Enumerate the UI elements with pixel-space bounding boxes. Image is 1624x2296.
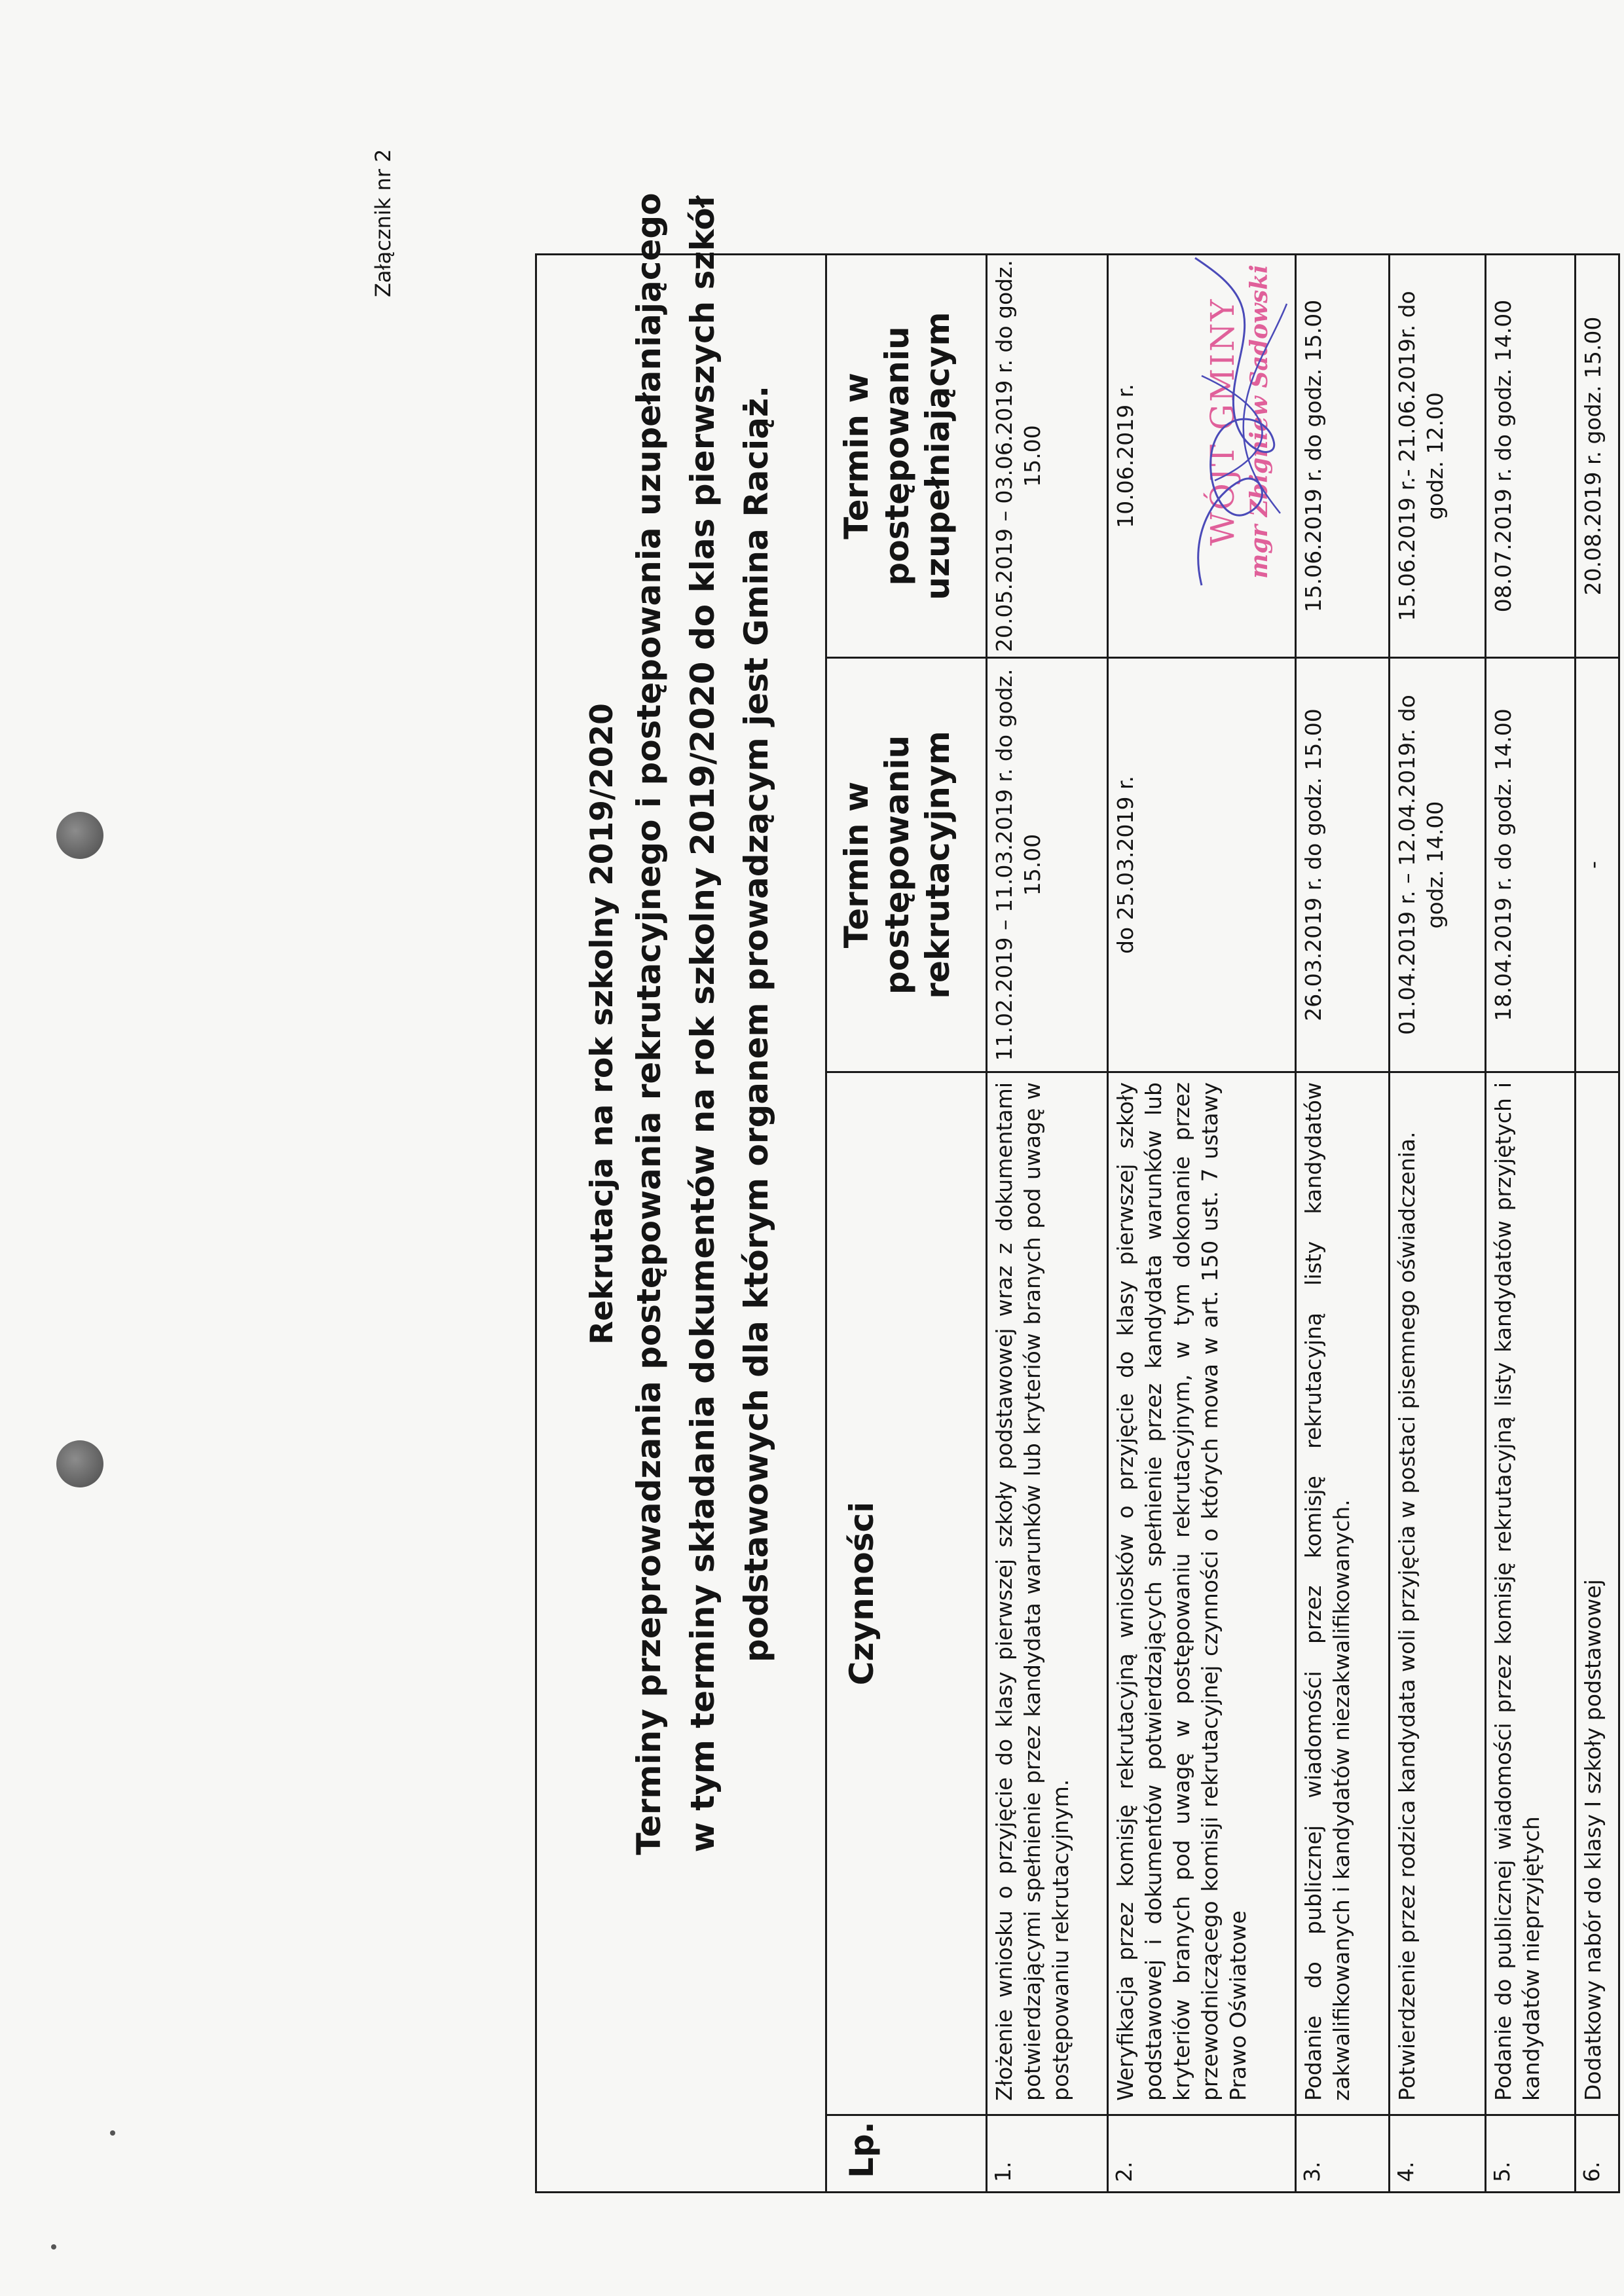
row-term-recruitment: 26.03.2019 r. do godz. 15.00 bbox=[1296, 658, 1390, 1072]
row-activity: Dodatkowy nabór do klasy I szkoły podstawowej bbox=[1576, 1072, 1619, 2115]
row-term-recruitment: 18.04.2019 r. do godz. 14.00 bbox=[1486, 658, 1576, 1072]
row-activity: Potwierdzenie przez rodzica kandydata woli przyjęcia w postaci pisemnego oświadczenia. bbox=[1390, 1072, 1486, 2115]
handwritten-signature bbox=[1175, 245, 1300, 611]
row-activity: Weryfikacja przez komisję rekrutacyjną wniosków o przyjęcie do klasy pierwszej szkoły podstawowej i dokumentów potwierdzających spełnienie przez kandydata warunków lub kryteriów branych pod uwagę w postępowaniu rekrutacyjnym, w tym dokonanie przez przewodniczącego komisji rekrutacyjnej czynności o których mowa w art. 150 ust. 7 ustawy Prawo Oświatowe bbox=[1108, 1072, 1296, 2115]
row-term-recruitment: do 25.03.2019 r. bbox=[1108, 658, 1296, 1072]
scan-speck bbox=[51, 2244, 56, 2250]
header-term-supplementary: Termin w postępowaniu uzupełniającym bbox=[826, 255, 987, 658]
table-row bbox=[1576, 255, 1619, 2193]
document-page bbox=[327, 101, 1606, 2196]
row-term-supplementary: 15.06.2019 r. do godz. 15.00 bbox=[1296, 255, 1390, 658]
attachment-label: Załącznik nr 2 bbox=[371, 149, 396, 297]
punch-hole-top bbox=[56, 812, 103, 859]
row-activity: Podanie do publicznej wiadomości przez komisję rekrutacyjną listy kandydatów zakwalifikowanych i kandydatów niezakwalifikowanych. bbox=[1296, 1072, 1390, 2115]
row-number: 1. bbox=[987, 2115, 1108, 2193]
table-row bbox=[1390, 255, 1486, 2193]
stamp-name: mgr Zbigniew Sadowski bbox=[1246, 264, 1273, 579]
row-term-supplementary: 10.06.2019 r. bbox=[1108, 255, 1296, 658]
table-row bbox=[1486, 255, 1576, 2193]
row-number: 4. bbox=[1390, 2115, 1486, 2193]
row-number: 6. bbox=[1576, 2115, 1619, 2193]
row-number: 3. bbox=[1296, 2115, 1390, 2193]
row-term-supplementary: 15.06.2019 r.- 21.06.2019r. do godz. 12.00 bbox=[1390, 255, 1486, 658]
header-term-recruitment: Termin w postępowaniu rekrutacyjnym bbox=[826, 658, 987, 1072]
row-activity: Podanie do publicznej wiadomości przez komisję rekrutacyjną listy kandydatów przyjętych i kandydatów nieprzyjętych bbox=[1486, 1072, 1576, 2115]
row-term-recruitment: 01.04.2019 r. – 12.04.2019r. do godz. 14.00 bbox=[1390, 658, 1486, 1072]
row-term-supplementary: 08.07.2019 r. do godz. 14.00 bbox=[1486, 255, 1576, 658]
year-title: Rekrutacja na rok szkolny 2019/2020 bbox=[584, 703, 620, 1345]
row-number: 5. bbox=[1486, 2115, 1576, 2193]
header-lp: Lp. bbox=[826, 2115, 987, 2193]
punch-hole-bottom bbox=[56, 1440, 103, 1487]
title-block bbox=[583, 179, 783, 1868]
header-activity: Czynności bbox=[826, 1072, 987, 2115]
row-term-recruitment: - bbox=[1576, 658, 1619, 1072]
table-row bbox=[1296, 255, 1390, 2193]
row-term-recruitment: 11.02.2019 – 11.03.2019 r. do godz. 15.00 bbox=[987, 658, 1108, 1072]
row-number: 2. bbox=[1108, 2115, 1296, 2193]
row-term-supplementary: 20.08.2019 r. godz. 15.00 bbox=[1576, 255, 1619, 658]
stamp-office: WÓJT GMINY bbox=[1204, 297, 1242, 546]
table-header-row bbox=[826, 255, 987, 2193]
row-term-supplementary: 20.05.2019 – 03.06.2019 r. do godz. 15.00 bbox=[987, 255, 1108, 658]
scan-speck bbox=[110, 2130, 115, 2136]
row-activity: Złożenie wniosku o przyjęcie do klasy pierwszej szkoły podstawowej wraz z dokumentami potwierdzającymi spełnienie przez kandydata warunków lub kryteriów branych pod uwagę w postępowaniu rekrutacyjnym. bbox=[987, 1072, 1108, 2115]
table-row bbox=[987, 255, 1108, 2193]
main-title: Terminy przeprowadzania postępowania rekrutacyjnego i postępowania uzupełaniającego w tym terminy składania dokumentów na rok szkolny 2019/2020 do klas pierwszych szkół podstawowych dla którym organem prowadzącym jest Gmina Raciąż. bbox=[630, 192, 775, 1855]
